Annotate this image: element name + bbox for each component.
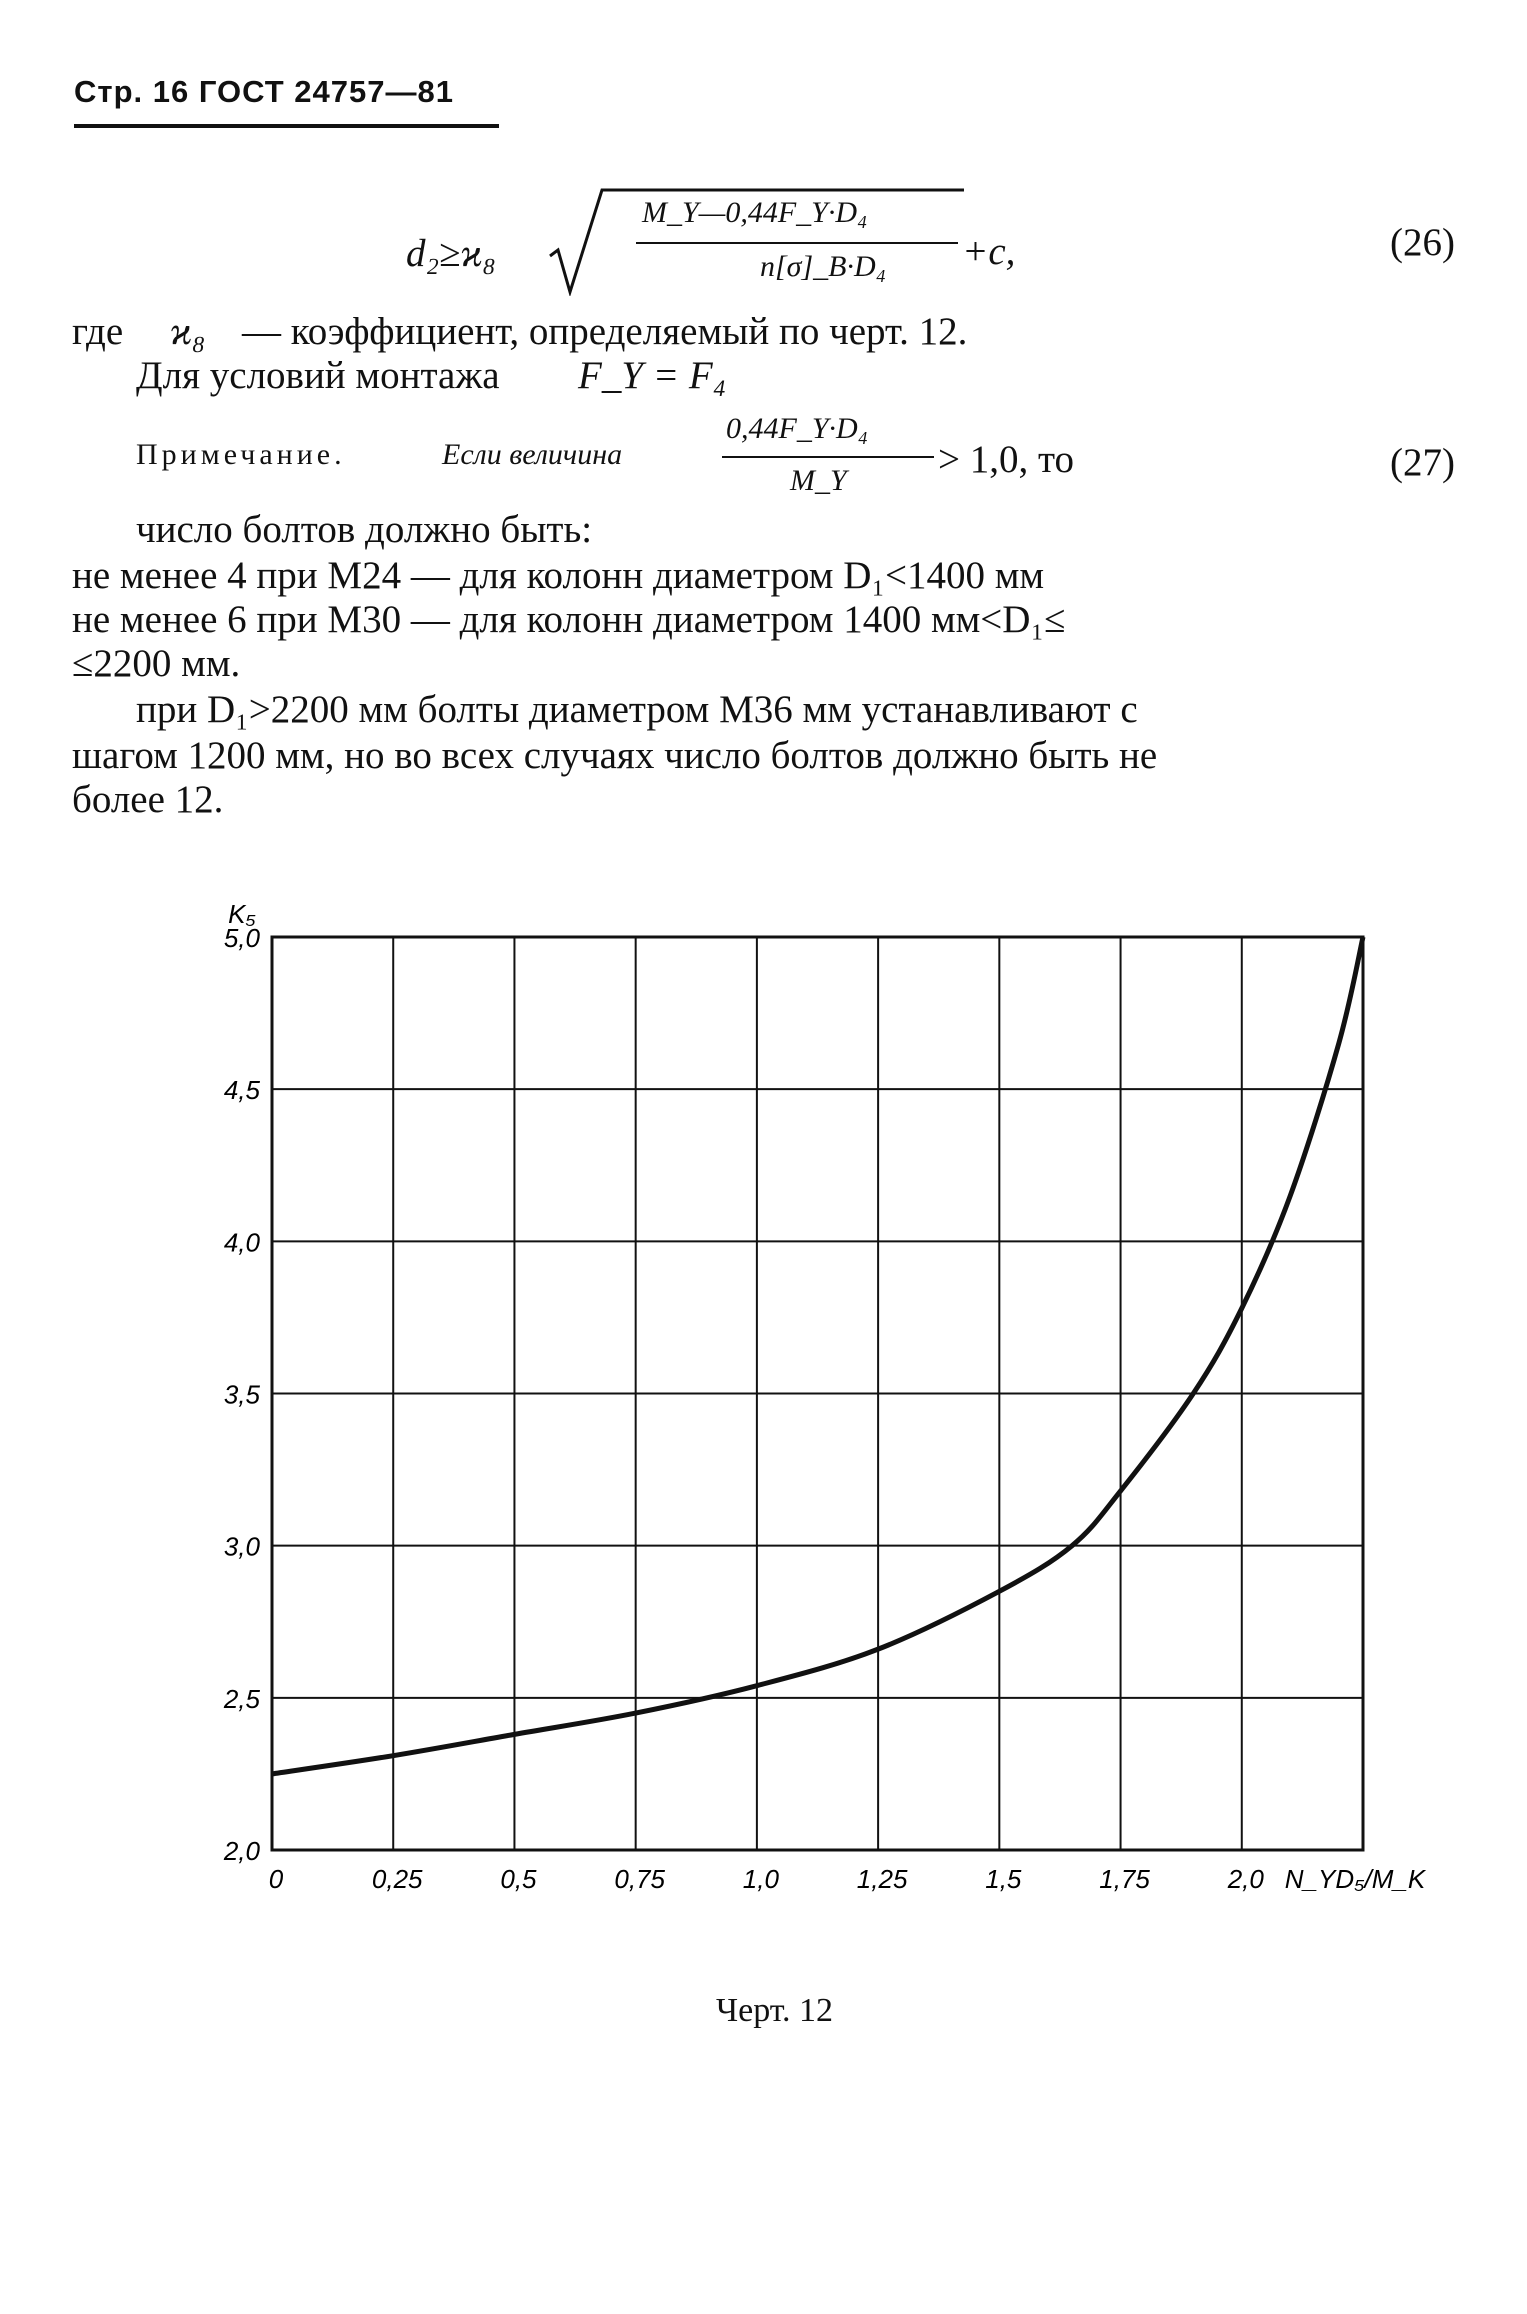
y-tick-label: 3,0 [223, 1531, 260, 1562]
x-tick-label: 1,0 [742, 1864, 779, 1894]
chart-12 [0, 880, 1527, 1940]
formula26-numerator: M_Y—0,44F_Y·D₄ [642, 196, 868, 229]
y-tick-label: 2,0 [223, 1836, 260, 1866]
y-tick-label: 4,0 [223, 1227, 260, 1258]
formula27-number: (27) [1390, 441, 1455, 484]
body-line: число болтов должно быть: [136, 508, 593, 551]
y-tick-label: 5,0 [223, 923, 260, 953]
note-numerator: 0,44F_Y·D₄ [726, 412, 869, 445]
body-line: более 12. [72, 778, 224, 821]
y-tick-label: 4,5 [223, 1075, 260, 1106]
series-line-k5 [272, 937, 1363, 1774]
note-label: Примечание. [136, 438, 346, 471]
formula26-denominator: n[σ]_B·D₄ [760, 250, 887, 283]
y-tick-label: 3,5 [223, 1379, 260, 1410]
x-tick-label: 0,25 [371, 1864, 423, 1894]
where-symbol: ϰ₈ [170, 310, 206, 353]
x-tick-label: 0,75 [614, 1864, 665, 1894]
x-axis-label: N_YD₅/M_K [1284, 1864, 1426, 1894]
formula26-tail: +c, [962, 230, 1016, 273]
note-comparison: > 1,0, то [938, 438, 1075, 481]
note-fraction-bar [722, 456, 934, 458]
y-tick-label: 2,5 [223, 1683, 260, 1714]
x-tick-label: 1,25 [856, 1864, 908, 1894]
where-text: — коэффициент, определяемый по черт. 12. [242, 310, 968, 353]
formula26-number: (26) [1390, 221, 1455, 264]
body-line: не менее 4 при М24 — для колонн диаметром D₁<1400 мм [72, 554, 1045, 597]
note-text: Если величина [442, 438, 623, 471]
body-line: при D₁>2200 мм болты диаметром М36 мм устанавливают с [136, 688, 1138, 731]
header-rule [74, 124, 499, 128]
formula26-fraction-bar [636, 242, 958, 244]
x-tick-label: 1,5 [985, 1864, 1022, 1894]
body-line: не менее 6 при М30 — для колонн диаметром 1400 мм<D₁≤ [72, 598, 1066, 641]
mount-condition-expr: F_Y = F₄ [578, 354, 727, 397]
x-tick-label: 0,5 [500, 1864, 537, 1894]
x-tick-label: 2,0 [1227, 1864, 1264, 1894]
x-tick-label: 1,75 [1099, 1864, 1150, 1894]
y-axis-label: K₅ [228, 899, 256, 929]
chart-caption: Черт. 12 [716, 1992, 834, 2029]
where-prefix: где [72, 310, 124, 353]
note-denominator: M_Y [790, 464, 847, 497]
formula26-lhs: d₂≥ϰ₈ [406, 232, 496, 275]
body-line: ≤2200 мм. [72, 642, 241, 685]
x-tick-label: 0 [268, 1864, 284, 1894]
page-header: Стр. 16 ГОСТ 24757—81 [74, 74, 454, 109]
mount-condition-text: Для условий монтажа [136, 354, 500, 397]
body-line: шагом 1200 мм, но во всех случаях число болтов должно быть не [72, 734, 1158, 777]
